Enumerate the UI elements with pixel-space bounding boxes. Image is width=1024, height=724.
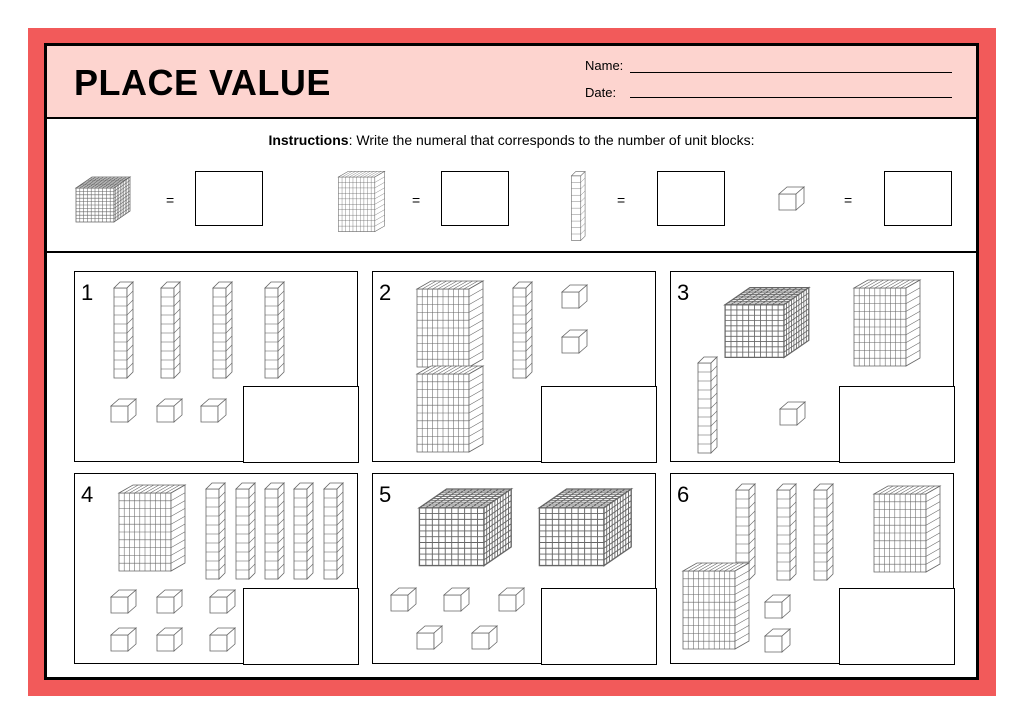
problem-number: 1 <box>81 280 94 305</box>
unit-cube-icon <box>208 588 234 614</box>
unit-cube-icon <box>777 185 803 211</box>
problem-panel <box>372 473 656 664</box>
ten-rod-icon <box>292 481 314 581</box>
thousand-cube-icon <box>722 283 812 361</box>
unit-cube-icon <box>470 624 496 650</box>
name-field[interactable] <box>630 72 952 73</box>
thousand-cube-icon <box>416 484 515 569</box>
instructions-row <box>47 119 976 253</box>
unit-cube-icon <box>155 588 181 614</box>
problem-answer-box[interactable] <box>839 588 955 665</box>
ten-rod-icon <box>696 355 718 455</box>
unit-cube-icon <box>155 397 181 423</box>
answer-box-thousand[interactable] <box>195 171 263 226</box>
problem-number: 3 <box>677 280 690 305</box>
ten-rod-icon <box>511 280 533 380</box>
instructions-bold: Instructions <box>268 132 349 148</box>
ten-rod-icon <box>234 481 256 581</box>
equals-sign: = <box>617 192 626 208</box>
ten-rod-icon <box>112 280 134 380</box>
equals-sign: = <box>166 192 175 208</box>
ten-rod-icon <box>812 482 834 582</box>
ten-rod-icon <box>204 481 226 581</box>
unit-cube-icon <box>109 626 135 652</box>
name-label: Name: <box>585 58 624 73</box>
answer-box-unit[interactable] <box>884 171 952 226</box>
hundred-flat-icon <box>415 364 485 456</box>
ten-rod-icon <box>211 280 233 380</box>
page-title: PLACE VALUE <box>74 62 331 103</box>
thousand-cube-icon <box>536 484 635 569</box>
problem-panel <box>74 271 358 462</box>
problem-panel <box>670 473 954 664</box>
problem-answer-box[interactable] <box>541 386 657 463</box>
worksheet-header <box>47 46 976 119</box>
ten-rod-icon <box>263 280 285 380</box>
ten-rod-icon <box>570 170 586 242</box>
unit-cube-icon <box>208 626 234 652</box>
hundred-flat-icon <box>852 278 922 370</box>
unit-cube-icon <box>109 588 135 614</box>
unit-cube-icon <box>560 283 586 309</box>
ten-rod-icon <box>159 280 181 380</box>
hundred-flat-icon <box>681 561 751 653</box>
hundred-flat-icon <box>415 279 485 371</box>
unit-cube-icon <box>415 624 441 650</box>
unit-cube-icon <box>763 593 789 619</box>
problem-panel <box>372 271 656 462</box>
problem-number: 2 <box>379 280 392 305</box>
answer-box-hundred[interactable] <box>441 171 509 226</box>
ten-rod-icon <box>322 481 344 581</box>
problem-number: 6 <box>677 482 690 507</box>
thousand-cube-icon <box>74 174 132 224</box>
unit-cube-icon <box>778 400 804 426</box>
problem-answer-box[interactable] <box>243 588 359 665</box>
ten-rod-icon <box>775 482 797 582</box>
instructions-text <box>47 132 976 148</box>
problem-answer-box[interactable] <box>243 386 359 463</box>
hundred-flat-icon <box>337 170 386 234</box>
hundred-flat-icon <box>117 483 187 575</box>
equals-sign: = <box>412 192 421 208</box>
instructions-body: : Write the numeral that corresponds to the number of unit blocks: <box>348 132 755 148</box>
equals-sign: = <box>844 192 853 208</box>
unit-cube-icon <box>763 627 789 653</box>
problem-number: 5 <box>379 482 392 507</box>
problem-number: 4 <box>81 482 94 507</box>
date-label: Date: <box>585 85 617 100</box>
unit-cube-icon <box>497 586 523 612</box>
unit-cube-icon <box>560 328 586 354</box>
unit-cube-icon <box>155 626 181 652</box>
problem-answer-box[interactable] <box>839 386 955 463</box>
unit-cube-icon <box>199 397 225 423</box>
unit-cube-icon <box>442 586 468 612</box>
hundred-flat-icon <box>872 484 942 576</box>
unit-cube-icon <box>389 586 415 612</box>
answer-box-ten[interactable] <box>657 171 725 226</box>
date-field[interactable] <box>630 97 952 98</box>
problem-panel <box>670 271 954 462</box>
worksheet <box>44 43 979 680</box>
problem-answer-box[interactable] <box>541 588 657 665</box>
problem-panel <box>74 473 358 664</box>
unit-cube-icon <box>109 397 135 423</box>
ten-rod-icon <box>263 481 285 581</box>
